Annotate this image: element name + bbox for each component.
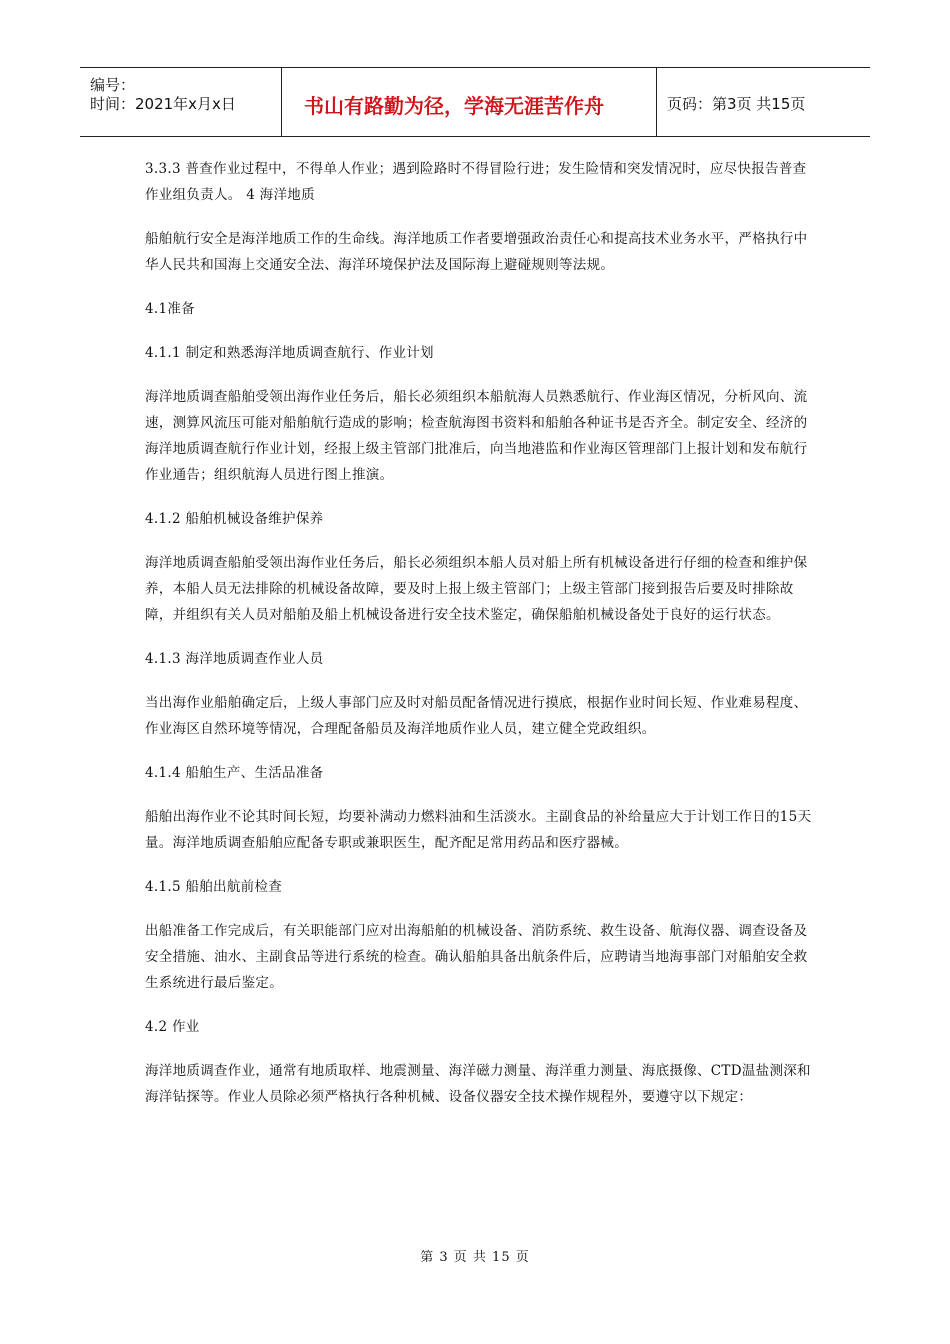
section-heading: 4.1.1 制定和熟悉海洋地质调查航行、作业计划 (145, 345, 434, 361)
header-page-cell (657, 68, 870, 136)
paragraph: 船舶航行安全是海洋地质工作的生命线。海洋地质工作者要增强政治责任心和提高技术业务水平，严格执行中华人民共和国海上交通安全法、海洋环境保护法及国际海上避碰规则等法规。 (145, 231, 808, 273)
section-heading: 4.1.2 船舶机械设备维护保养 (145, 511, 324, 527)
section-heading: 4.1.5 船舶出航前检查 (145, 879, 283, 895)
header-page-info: 页码：第3页 共15页 (667, 95, 806, 113)
document-date-label: 时间：2021年x月x日 (90, 95, 236, 113)
section-heading: 4.1.4 船舶生产、生活品准备 (145, 765, 324, 781)
section-heading: 4.1.3 海洋地质调查作业人员 (145, 651, 324, 667)
paragraph: 3.3.3 普查作业过程中，不得单人作业；遇到险路时不得冒险行进；发生险情和突发情况时，应尽快报告普查作业组负责人。 4 海洋地质 (145, 161, 807, 203)
section-heading: 4.2 作业 (145, 1019, 200, 1035)
page-header (80, 67, 870, 137)
paragraph: 海洋地质调查作业，通常有地质取样、地震测量、海洋磁力测量、海洋重力测量、海底摄像、CTD温盐测深和海洋钻探等。作业人员除必须严格执行各种机械、设备仪器安全技术操作规程外，要遵守以下规定： (145, 1063, 811, 1105)
document-body (145, 156, 815, 1128)
page-footer: 第 3 页 共 15 页 (420, 1250, 530, 1265)
header-meta-cell (80, 68, 282, 136)
paragraph: 出船准备工作完成后，有关职能部门应对出海船舶的机械设备、消防系统、救生设备、航海仪器、调查设备及安全措施、油水、主副食品等进行系统的检查。确认船舶具备出航条件后，应聘请当地海事部门对船舶安全救生系统进行最后鉴定。 (145, 923, 808, 991)
section-heading: 4.1准备 (145, 301, 195, 317)
paragraph: 当出海作业船舶确定后，上级人事部门应及时对船员配备情况进行摸底，根据作业时间长短、作业难易程度、作业海区自然环境等情况，合理配备船员及海洋地质作业人员，建立健全党政组织。 (145, 695, 808, 737)
document-number-label: 编号： (90, 76, 136, 94)
paragraph: 海洋地质调查船舶受领出海作业任务后，船长必须组织本船人员对船上所有机械设备进行仔细的检查和维护保养，本船人员无法排除的机械设备故障，要及时上报上级主管部门；上级主管部门接到报告后要及时排除故障，并组织有关人员对船舶及船上机械设备进行安全技术鉴定，确保船舶机械设备处于良好的运行状态。 (145, 555, 808, 623)
paragraph: 船舶出海作业不论其时间长短，均要补满动力燃料油和生活淡水。主副食品的补给量应大于计划工作日的15天量。海洋地质调查船舶应配备专职或兼职医生，配齐配足常用药品和医疗器械。 (145, 809, 812, 851)
header-motto: 书山有路勤为径，学海无涯苦作舟 (304, 94, 604, 118)
header-motto-cell (282, 68, 657, 136)
paragraph: 海洋地质调查船舶受领出海作业任务后，船长必须组织本船航海人员熟悉航行、作业海区情况，分析风向、流速，测算风流压可能对船舶航行造成的影响；检查航海图书资料和船舶各种证书是否齐全。制定安全、经济的海洋地质调查航行作业计划，经报上级主管部门批准后，向当地港监和作业海区管理部门上报计划和发布航行作业通告；组织航海人员进行图上推演。 (145, 389, 808, 483)
